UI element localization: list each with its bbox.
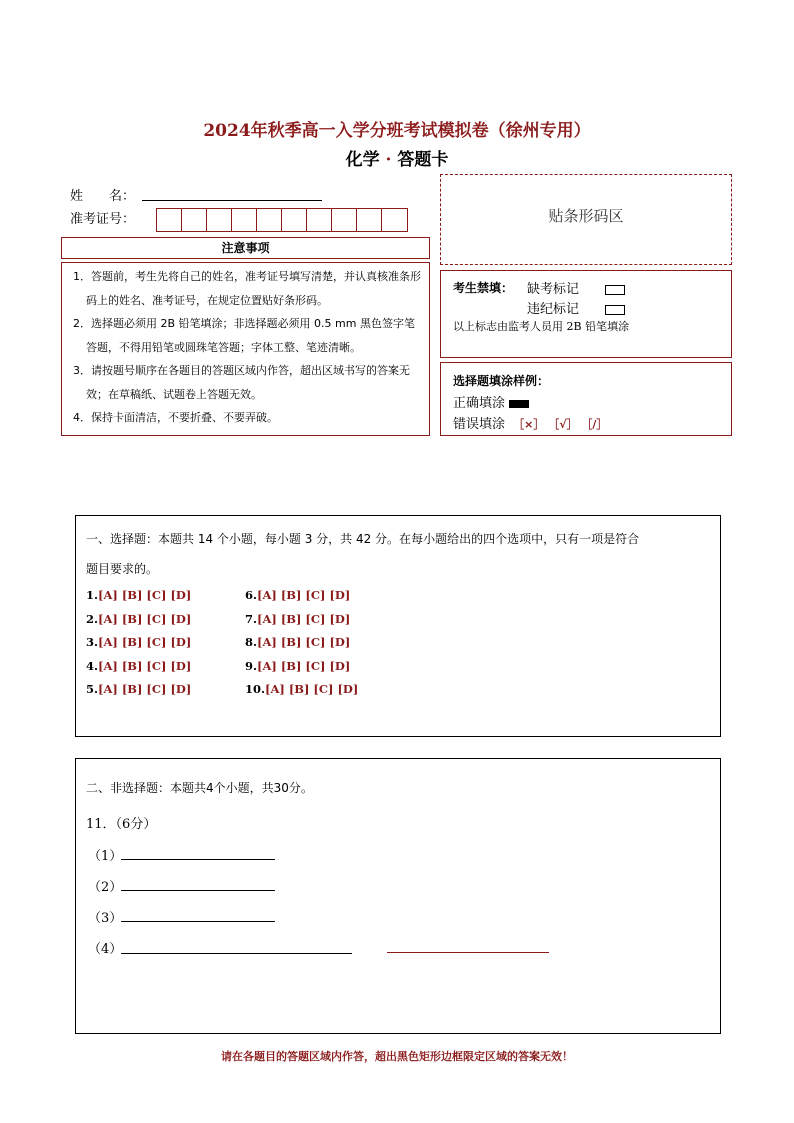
question-row-10[interactable]: 10.[A] [B] [C] [D] (245, 682, 359, 696)
id-cell[interactable] (307, 209, 332, 231)
wrong-label: 错误填涂 (453, 417, 506, 432)
part-4-answer-line-2[interactable] (387, 952, 549, 953)
part-1-label: （1） (88, 849, 123, 864)
part-4-answer-line-1[interactable] (121, 953, 352, 954)
question-row-1[interactable]: 1.[A] [B] [C] [D] (86, 588, 192, 602)
id-label: 准考证号： (70, 212, 136, 227)
id-cell[interactable] (332, 209, 357, 231)
page-subtitle (0, 145, 794, 170)
absent-checkbox[interactable] (605, 285, 625, 295)
violation-checkbox[interactable] (605, 305, 625, 315)
correct-row (453, 392, 529, 411)
part-4-label: （4） (88, 942, 123, 957)
id-cell[interactable] (182, 209, 207, 231)
section2-box (75, 758, 721, 1034)
forbid-box (440, 270, 732, 358)
subject-label: 化学 (345, 150, 380, 170)
id-cell[interactable] (282, 209, 307, 231)
question-row-7[interactable]: 7.[A] [B] [C] [D] (245, 611, 351, 626)
id-cell[interactable] (232, 209, 257, 231)
part-2-label: （2） (88, 880, 123, 895)
forbid-label: 考生禁填： (453, 281, 514, 295)
part-1-answer-line[interactable] (121, 859, 275, 860)
question-row-9[interactable]: 9.[A] [B] [C] [D] (245, 658, 351, 673)
notice-box (61, 262, 430, 436)
subtitle-dot: · (385, 150, 392, 170)
id-cell[interactable] (157, 209, 182, 231)
wrong-row (453, 413, 607, 432)
id-cell[interactable] (382, 209, 407, 231)
question-row-8[interactable]: 8.[A] [B] [C] [D] (245, 635, 351, 649)
name-label: 姓 名： (70, 189, 136, 204)
page-title: 2024年秋季高一入学分班考试模拟卷（徐州专用） (203, 121, 591, 141)
notice-item-3: 3．请按题号顺序在各题目的答题区域内作答，超出区域书写的答案无效；在草稿纸、试题卷上答题无效。 (73, 364, 410, 401)
part-2-answer-line[interactable] (121, 890, 275, 891)
barcode-area (440, 174, 732, 265)
sample-box (440, 362, 732, 436)
section2-intro: 二、非选择题：本题共4个小题，共30分。 (86, 781, 313, 795)
card-label: 答题卡 (397, 150, 449, 170)
footer-warning: 请在各题目的答题区域内作答，超出黑色矩形边框限定区域的答案无效！ (221, 1050, 573, 1063)
question-11-label: 11．（6分） (86, 817, 157, 832)
forbid-note: 以上标志由监考人员用 2B 铅笔填涂 (453, 320, 630, 333)
question-row-3[interactable]: 3.[A] [B] [C] [D] (86, 635, 192, 649)
question-row-4[interactable]: 4.[A] [B] [C] [D] (86, 658, 192, 673)
absent-mark-row (527, 278, 625, 297)
barcode-label: 贴条形码区 (548, 207, 624, 225)
id-cell[interactable] (257, 209, 282, 231)
section1-box (75, 515, 721, 737)
id-cell[interactable] (357, 209, 382, 231)
notice-item-4: 4．保持卡面清洁，不要折叠、不要弄破。 (73, 411, 278, 424)
correct-label: 正确填涂 (453, 396, 506, 411)
question-row-5[interactable]: 5.[A] [B] [C] [D] (86, 682, 192, 696)
choice-column-1 (86, 588, 191, 706)
notice-item-2: 2．选择题必须用 2B 铅笔填涂；非选择题必须用 0.5 mm 黑色签字笔答题，不得用铅笔或圆珠笔答题；字体工整、笔迹清晰。 (73, 317, 415, 354)
wrong-marks: ［×］ ［√］ ［/］ (513, 418, 608, 431)
question-row-2[interactable]: 2.[A] [B] [C] [D] (86, 611, 192, 626)
section1-intro-line1: 一、选择题：本题共 14 个小题，每小题 3 分，共 42 分。在每小题给出的四个选项中，只有一项是符合 (86, 532, 640, 546)
question-row-6[interactable]: 6.[A] [B] [C] [D] (245, 588, 351, 602)
absent-label: 缺考标记 (527, 282, 580, 297)
notice-item-1: 1．答题前，考生先将自己的姓名，准考证号填写清楚，并认真核准条形码上的姓名、准考证号，在规定位置贴好条形码。 (73, 270, 421, 307)
id-number-boxes[interactable] (156, 208, 408, 232)
violation-label: 违纪标记 (527, 302, 580, 317)
filled-mark-icon (509, 400, 529, 408)
section1-intro-line2: 题目要求的。 (86, 562, 159, 576)
part-3-answer-line[interactable] (121, 921, 275, 922)
id-cell[interactable] (207, 209, 232, 231)
choice-column-2 (245, 588, 358, 706)
sample-label: 选择题填涂样例： (453, 374, 550, 388)
notice-heading: 注意事项 (61, 237, 430, 259)
part-3-label: （3） (88, 911, 123, 926)
violation-mark-row (527, 298, 625, 317)
name-field[interactable] (142, 200, 322, 201)
